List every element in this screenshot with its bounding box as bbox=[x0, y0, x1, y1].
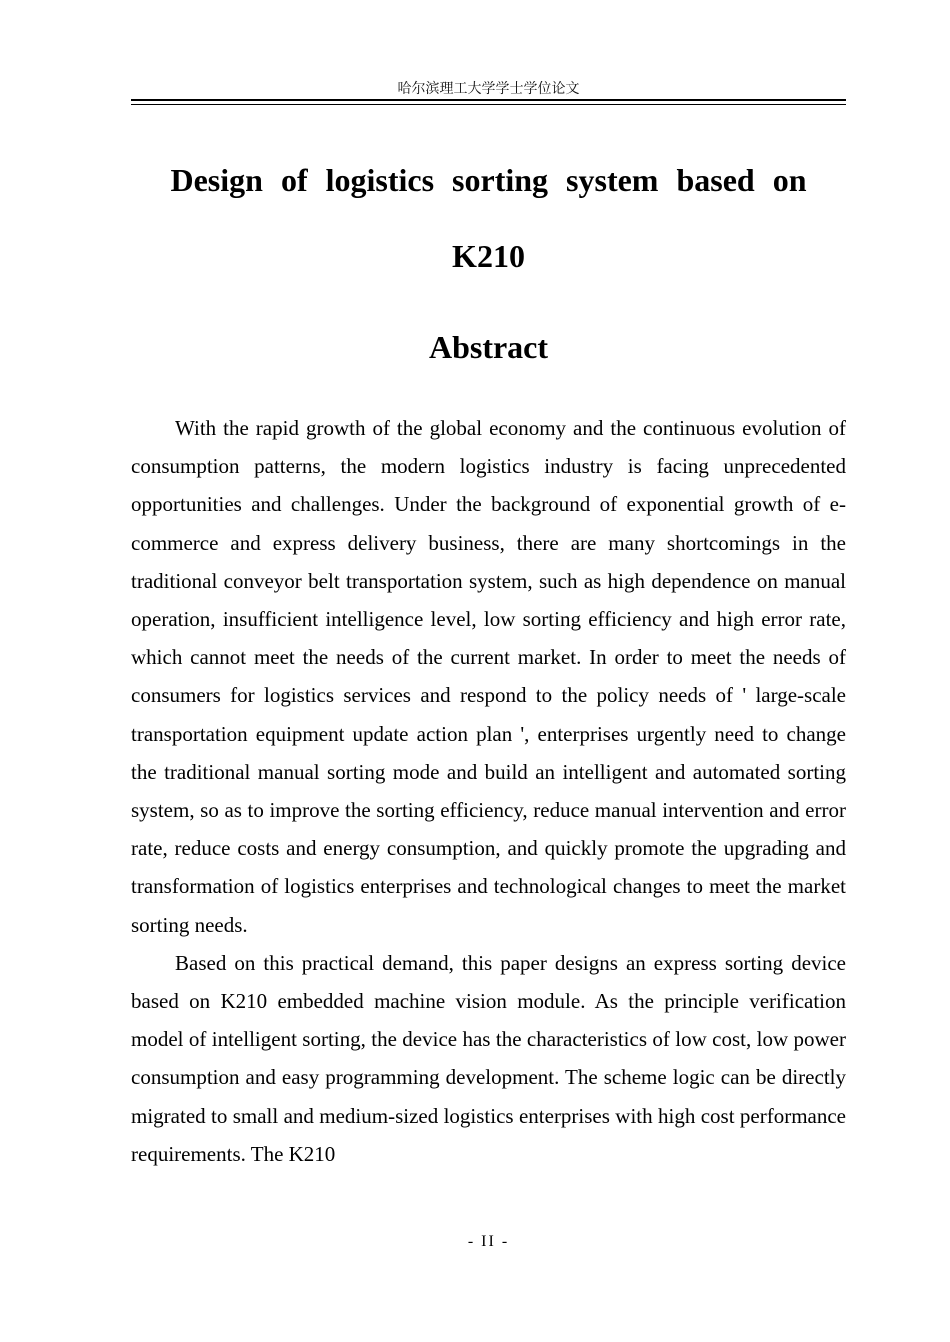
running-header: 哈尔滨理工大学学士学位论文 bbox=[397, 81, 580, 97]
abstract-body bbox=[131, 409, 846, 1233]
abstract-heading: Abstract bbox=[428, 329, 549, 365]
abstract-paragraph-2: Based on this practical demand, this paper designs an express sorting device based on K210 embedded machine vision module. As the principle verification model of intelligent sorting, the device has the characteristics of low cost, low power consumption and easy programming development. The scheme logic can be directly migrated to small and medium-sized logistics enterprises with high cost performance requirements. The K210 bbox=[131, 950, 846, 1166]
header-double-rule bbox=[131, 99, 846, 105]
abstract-paragraph-1: With the rapid growth of the global economy and the continuous evolution of consumption patterns, the modern logistics industry is facing unprecedented opportunities and challenges. Under the background of exponential growth of e-commerce and express delivery business, there are many shortcomings in the traditional conveyor belt transportation system, such as high dependence on manual operation, insufficient intelligence level, low sorting efficiency and high error rate, which cannot meet the needs of the current market. In order to meet the needs of consumers for logistics services and respond to the policy needs of ' large-scale transportation equipment update action plan ', enterprises urgently need to change the traditional manual sorting mode and build an intelligent and automated sorting system, so as to improve the sorting efficiency, reduce manual intervention and error rate, reduce costs and energy consumption, and quickly promote the upgrading and transformation of logistics enterprises and technological changes to meet the market sorting needs. bbox=[131, 416, 846, 937]
page-number: - II - bbox=[467, 1233, 510, 1250]
document-title: Design of logistics sorting system based on K210 bbox=[170, 162, 807, 274]
